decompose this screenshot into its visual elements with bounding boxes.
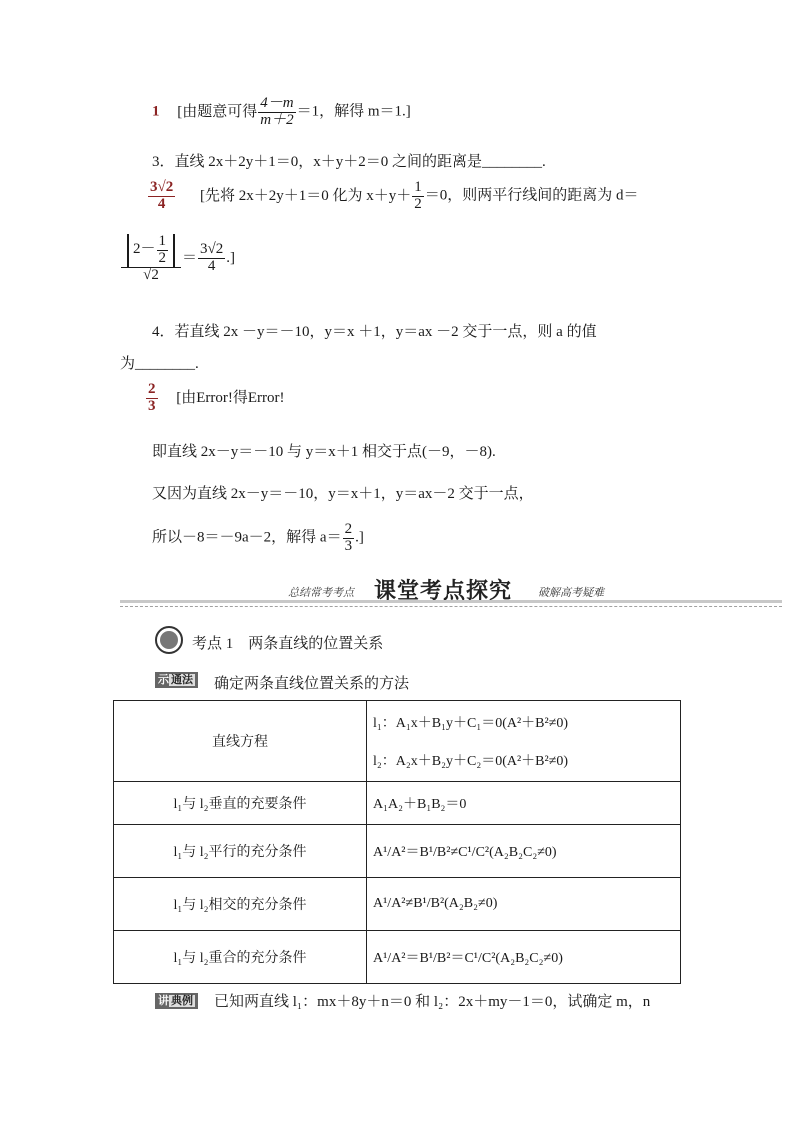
q4-stem-line1: 4．若直线 2x －y＝－10，y＝x ＋1，y＝ax －2 交于一点，则 a 的值 (152, 324, 597, 340)
banner-title: 课堂考点探究 (374, 578, 513, 603)
q4-solution-line3: 又因为直线 2x－y＝－10，y＝x＋1，y＝ax－2 交于一点， (152, 486, 534, 502)
q4-answer-line (145, 382, 285, 415)
condition-table (113, 700, 681, 984)
table-header-equations (367, 701, 681, 782)
table-row (114, 878, 681, 931)
banner-rule (120, 600, 782, 603)
q2-solution-post: ＝1，解得 m＝1.] (296, 103, 411, 120)
q3-distance-formula: 2－ $\frac{1}{2}$ √2 ＝ $\frac{3√2}{4}$ .] (120, 234, 235, 283)
row-label: l₁与 l₂平行的充分条件 (114, 825, 367, 878)
kaodian-heading: 考点 1 两条直线的位置关系 (192, 636, 384, 652)
row-condition: A¹/A²＝B¹/B²＝C¹/C²(A₂B₂C₂≠0) (367, 931, 681, 984)
l1-equation: l₁：A₁x＋B₁y＋C₁＝0(A²＋B²≠0) (373, 716, 569, 731)
q3-result-fraction: $\frac{3√2}{4}$ (200, 241, 224, 275)
q2-solution-pre: [由题意可得 (177, 103, 258, 120)
banner-dash-rule (120, 606, 782, 607)
q3-answer: $\frac{3√2}{4}$ (150, 179, 174, 212)
banner-right-caption: 破解高考疑难 (538, 587, 604, 599)
example-text: 已知两直线 l₁：mx＋8y＋n＝0 和 l₂：2x＋my－1＝0，试确定 m，n (214, 994, 651, 1010)
table-row (114, 825, 681, 878)
banner-left-caption: 总结常考考点 (288, 587, 354, 599)
row-condition: A¹/A²≠B¹/B²(A₂B₂≠0) (367, 878, 681, 931)
q2-answer-line (152, 96, 411, 129)
example-tag-icon: 讲 典例 (155, 993, 198, 1009)
q4-stem-line2: 为________. (120, 356, 199, 372)
method-title: 确定两条直线位置关系的方法 (214, 676, 410, 692)
q3-solution-post: ＝0，则两平行线间的距离为 d＝ (424, 187, 639, 204)
q4-solution-line4: 所以－8＝－9a－2，解得 a＝ $\frac{2}{3}$ .] (152, 521, 364, 554)
q3-answer-line (147, 180, 639, 213)
row-label: l₁与 l₂垂直的充要条件 (114, 782, 367, 825)
method-tag-icon: 示 通法 (155, 672, 198, 688)
q4-solution-line1: [由Error!得Error! (176, 389, 285, 406)
q3-distance-fraction: 2－ $\frac{1}{2}$ √2 (121, 234, 181, 283)
q4-answer: $\frac{2}{3}$ (148, 381, 156, 414)
q4-solution-line2: 即直线 2x－y＝－10 与 y＝x＋1 相交于点(－9，－8). (152, 444, 496, 460)
q3-stem: 3．直线 2x＋2y＋1＝0，x＋y＋2＝0 之间的距离是________. (152, 154, 546, 170)
table-row (114, 931, 681, 984)
q3-solution-pre: [先将 2x＋2y＋1＝0 化为 x＋y＋ (199, 187, 412, 204)
q2-answer: 1 (152, 103, 160, 120)
section-banner (120, 574, 782, 603)
kaodian-circle-icon (155, 626, 183, 654)
table-header-label: 直线方程 (114, 701, 367, 782)
l2-equation: l₂：A₂x＋B₂y＋C₂＝0(A²＋B²≠0) (373, 754, 569, 769)
row-label: l₁与 l₂重合的充分条件 (114, 931, 367, 984)
table-row (114, 782, 681, 825)
row-condition: A₁A₂＋B₁B₂＝0 (367, 782, 681, 825)
row-condition: A¹/A²＝B¹/B²≠C¹/C²(A₂B₂C₂≠0) (367, 825, 681, 878)
q3-solution-fraction: $\frac{1}{2}$ (414, 179, 422, 212)
row-label: l₁与 l₂相交的充分条件 (114, 878, 367, 931)
q2-fraction: $\frac{4-m}{m+2}$ (260, 95, 294, 128)
table-row (114, 701, 681, 782)
